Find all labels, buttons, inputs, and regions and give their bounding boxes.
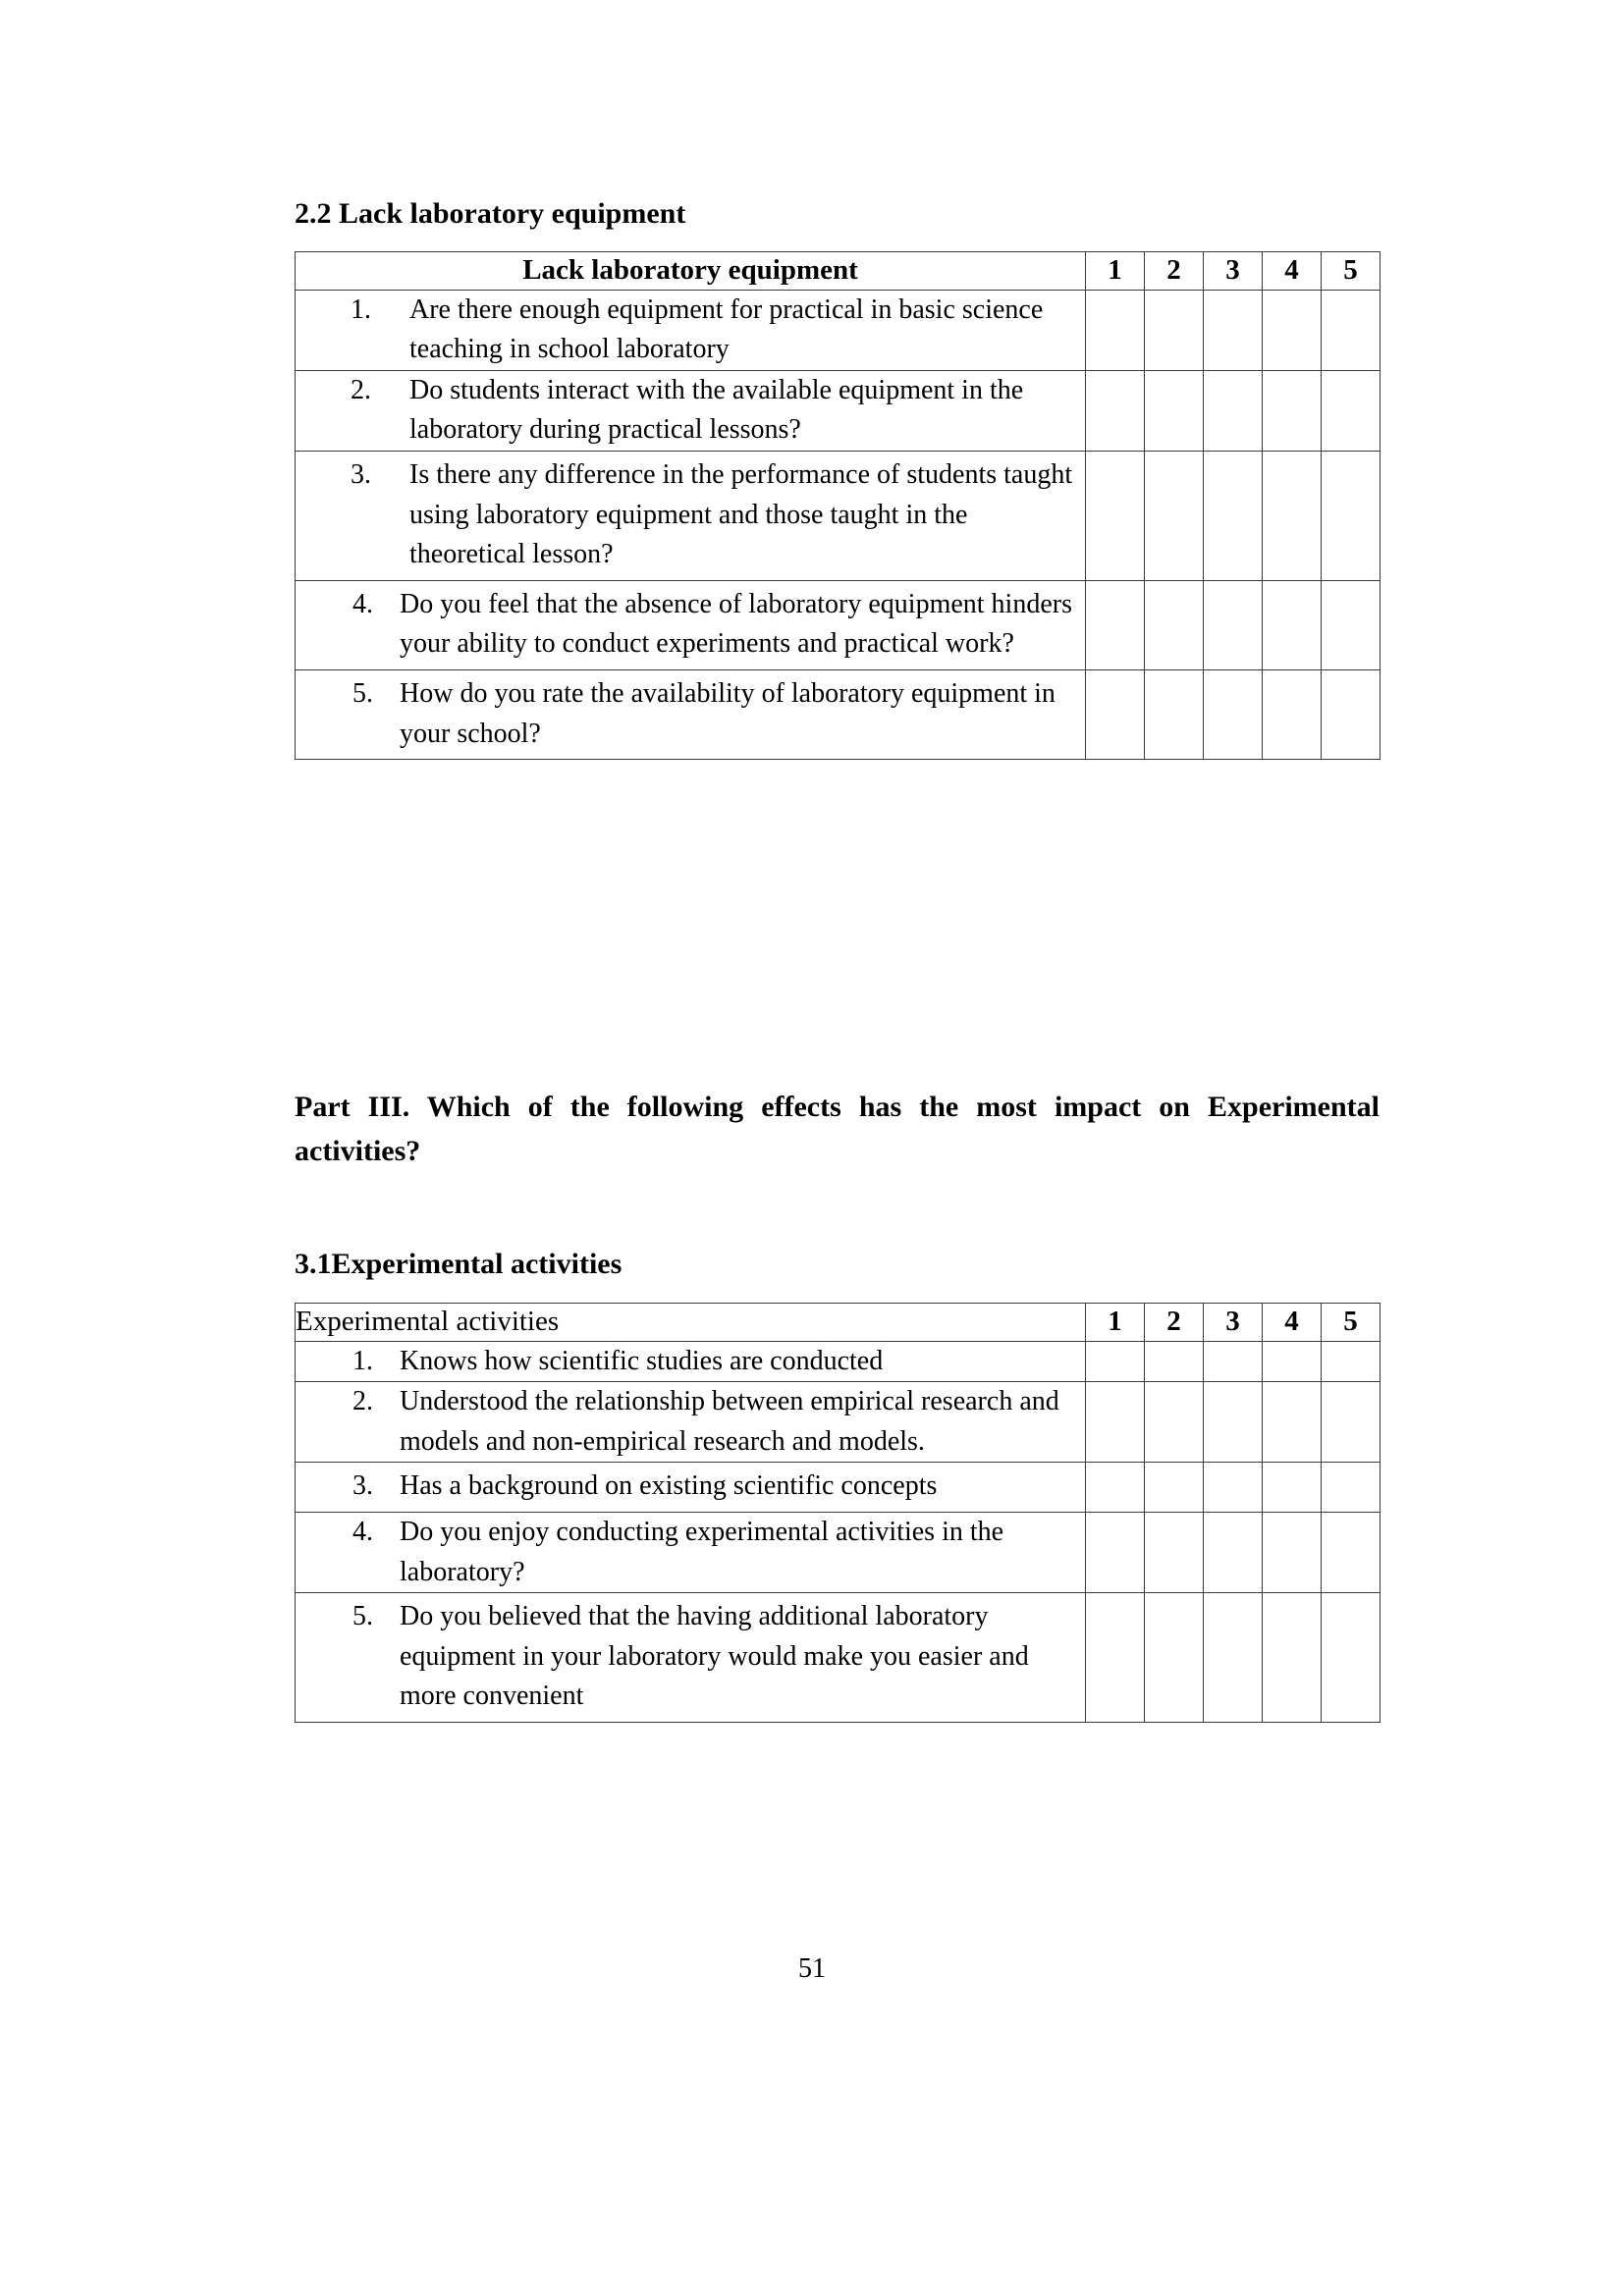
answer-cell-4[interactable] — [1263, 370, 1322, 451]
question-cell — [296, 670, 1086, 760]
question-number: 4. — [352, 588, 373, 619]
question-text: Is there any difference in the performance of students taught using laboratory equipment and those taught in the theoretical lesson? — [409, 459, 1073, 570]
question-number: 1. — [352, 1345, 373, 1376]
answer-cell-2[interactable] — [1145, 1593, 1204, 1723]
answer-cell-3[interactable] — [1204, 580, 1263, 669]
answer-cell-4[interactable] — [1263, 290, 1322, 370]
table-row — [296, 1341, 1380, 1382]
scale-header-2: 2 — [1145, 252, 1204, 291]
answer-cell-1[interactable] — [1086, 1593, 1145, 1723]
scale-header-3: 3 — [1204, 252, 1263, 291]
scale-header-2: 2 — [1145, 1304, 1204, 1342]
question-cell — [296, 580, 1086, 669]
question-cell — [296, 1341, 1086, 1382]
answer-cell-2[interactable] — [1145, 452, 1204, 581]
answer-cell-5[interactable] — [1322, 1382, 1380, 1463]
question-number: 4. — [352, 1517, 373, 1548]
question-text: How do you rate the availability of laboratory equipment in your school? — [400, 678, 1056, 749]
scale-header-4: 4 — [1263, 252, 1322, 291]
experimental-activities-table — [295, 1303, 1380, 1723]
table-row — [296, 1463, 1380, 1513]
question-cell — [296, 1513, 1086, 1593]
answer-cell-3[interactable] — [1204, 290, 1263, 370]
page-number: 51 — [798, 1953, 826, 1984]
question-number: 2. — [352, 1386, 373, 1417]
answer-cell-2[interactable] — [1145, 670, 1204, 760]
answer-cell-4[interactable] — [1263, 452, 1322, 581]
table-row — [296, 670, 1380, 760]
question-cell — [296, 370, 1086, 451]
question-cell — [296, 1463, 1086, 1513]
answer-cell-1[interactable] — [1086, 290, 1145, 370]
question-cell — [296, 1382, 1086, 1463]
answer-cell-1[interactable] — [1086, 1463, 1145, 1513]
answer-cell-2[interactable] — [1145, 1513, 1204, 1593]
answer-cell-5[interactable] — [1322, 1513, 1380, 1593]
table-header-row — [296, 252, 1380, 291]
question-number: 5. — [352, 1601, 373, 1632]
table-header-label: Lack laboratory equipment — [296, 252, 1086, 291]
question-text: Understood the relationship between empirical research and models and non-empirical research and models. — [400, 1386, 1059, 1457]
answer-cell-5[interactable] — [1322, 370, 1380, 451]
section-heading-3-1: 3.1Experimental activities — [295, 1248, 623, 1280]
answer-cell-4[interactable] — [1263, 1382, 1322, 1463]
part-iii-heading: Part III. Which of the following effects has the most impact on Experimental activities? — [295, 1091, 1380, 1167]
table-row — [296, 290, 1380, 370]
table-row — [296, 1593, 1380, 1723]
question-cell — [296, 290, 1086, 370]
answer-cell-4[interactable] — [1263, 1341, 1322, 1382]
table-row — [296, 452, 1380, 581]
answer-cell-4[interactable] — [1263, 1513, 1322, 1593]
answer-cell-5[interactable] — [1322, 670, 1380, 760]
scale-header-4: 4 — [1263, 1304, 1322, 1342]
scale-header-5: 5 — [1322, 1304, 1380, 1342]
answer-cell-5[interactable] — [1322, 1593, 1380, 1723]
answer-cell-2[interactable] — [1145, 1382, 1204, 1463]
table-row — [296, 1382, 1380, 1463]
question-text: Has a background on existing scientific concepts — [400, 1470, 938, 1502]
answer-cell-2[interactable] — [1145, 290, 1204, 370]
answer-cell-2[interactable] — [1145, 1463, 1204, 1513]
answer-cell-5[interactable] — [1322, 452, 1380, 581]
question-cell — [296, 452, 1086, 581]
answer-cell-5[interactable] — [1322, 290, 1380, 370]
answer-cell-4[interactable] — [1263, 1463, 1322, 1513]
question-text: Knows how scientific studies are conducted — [400, 1345, 884, 1376]
answer-cell-5[interactable] — [1322, 1463, 1380, 1513]
answer-cell-4[interactable] — [1263, 580, 1322, 669]
question-text: Are there enough equipment for practical in basic science teaching in school laboratory — [409, 294, 1044, 365]
answer-cell-5[interactable] — [1322, 1341, 1380, 1382]
question-number: 3. — [351, 459, 371, 491]
table-row — [296, 580, 1380, 669]
answer-cell-1[interactable] — [1086, 1341, 1145, 1382]
question-cell — [296, 1593, 1086, 1723]
question-text: Do you enjoy conducting experimental activities in the laboratory? — [400, 1517, 1004, 1587]
table-header-label: Experimental activities — [296, 1304, 1086, 1342]
answer-cell-1[interactable] — [1086, 580, 1145, 669]
answer-cell-2[interactable] — [1145, 1341, 1204, 1382]
scale-header-1: 1 — [1086, 252, 1145, 291]
answer-cell-1[interactable] — [1086, 452, 1145, 581]
question-number: 5. — [352, 678, 373, 710]
scale-header-3: 3 — [1204, 1304, 1263, 1342]
question-number: 2. — [351, 374, 371, 405]
answer-cell-3[interactable] — [1204, 1513, 1263, 1593]
table-header-row — [296, 1304, 1380, 1342]
answer-cell-3[interactable] — [1204, 670, 1263, 760]
answer-cell-3[interactable] — [1204, 370, 1263, 451]
answer-cell-1[interactable] — [1086, 370, 1145, 451]
question-text: Do you believed that the having additional laboratory equipment in your laboratory would make you easier and more convenient — [400, 1601, 1029, 1712]
answer-cell-4[interactable] — [1263, 670, 1322, 760]
scale-header-5: 5 — [1322, 252, 1380, 291]
answer-cell-3[interactable] — [1204, 1463, 1263, 1513]
answer-cell-3[interactable] — [1204, 1382, 1263, 1463]
answer-cell-5[interactable] — [1322, 580, 1380, 669]
question-text: Do you feel that the absence of laboratory equipment hinders your ability to conduct experiments and practical work? — [400, 588, 1072, 660]
answer-cell-3[interactable] — [1204, 1593, 1263, 1723]
table-row — [296, 1513, 1380, 1593]
lack-laboratory-equipment-table — [295, 251, 1380, 760]
answer-cell-4[interactable] — [1263, 1593, 1322, 1723]
section-heading-2-2: 2.2 Lack laboratory equipment — [295, 197, 686, 230]
answer-cell-3[interactable] — [1204, 1341, 1263, 1382]
scale-header-1: 1 — [1086, 1304, 1145, 1342]
answer-cell-1[interactable] — [1086, 670, 1145, 760]
answer-cell-1[interactable] — [1086, 1513, 1145, 1593]
table-row — [296, 370, 1380, 451]
question-number: 1. — [351, 294, 371, 325]
answer-cell-3[interactable] — [1204, 452, 1263, 581]
question-number: 3. — [352, 1470, 373, 1502]
answer-cell-2[interactable] — [1145, 580, 1204, 669]
answer-cell-2[interactable] — [1145, 370, 1204, 451]
answer-cell-1[interactable] — [1086, 1382, 1145, 1463]
question-text: Do students interact with the available equipment in the laboratory during practical lessons? — [409, 374, 1024, 446]
